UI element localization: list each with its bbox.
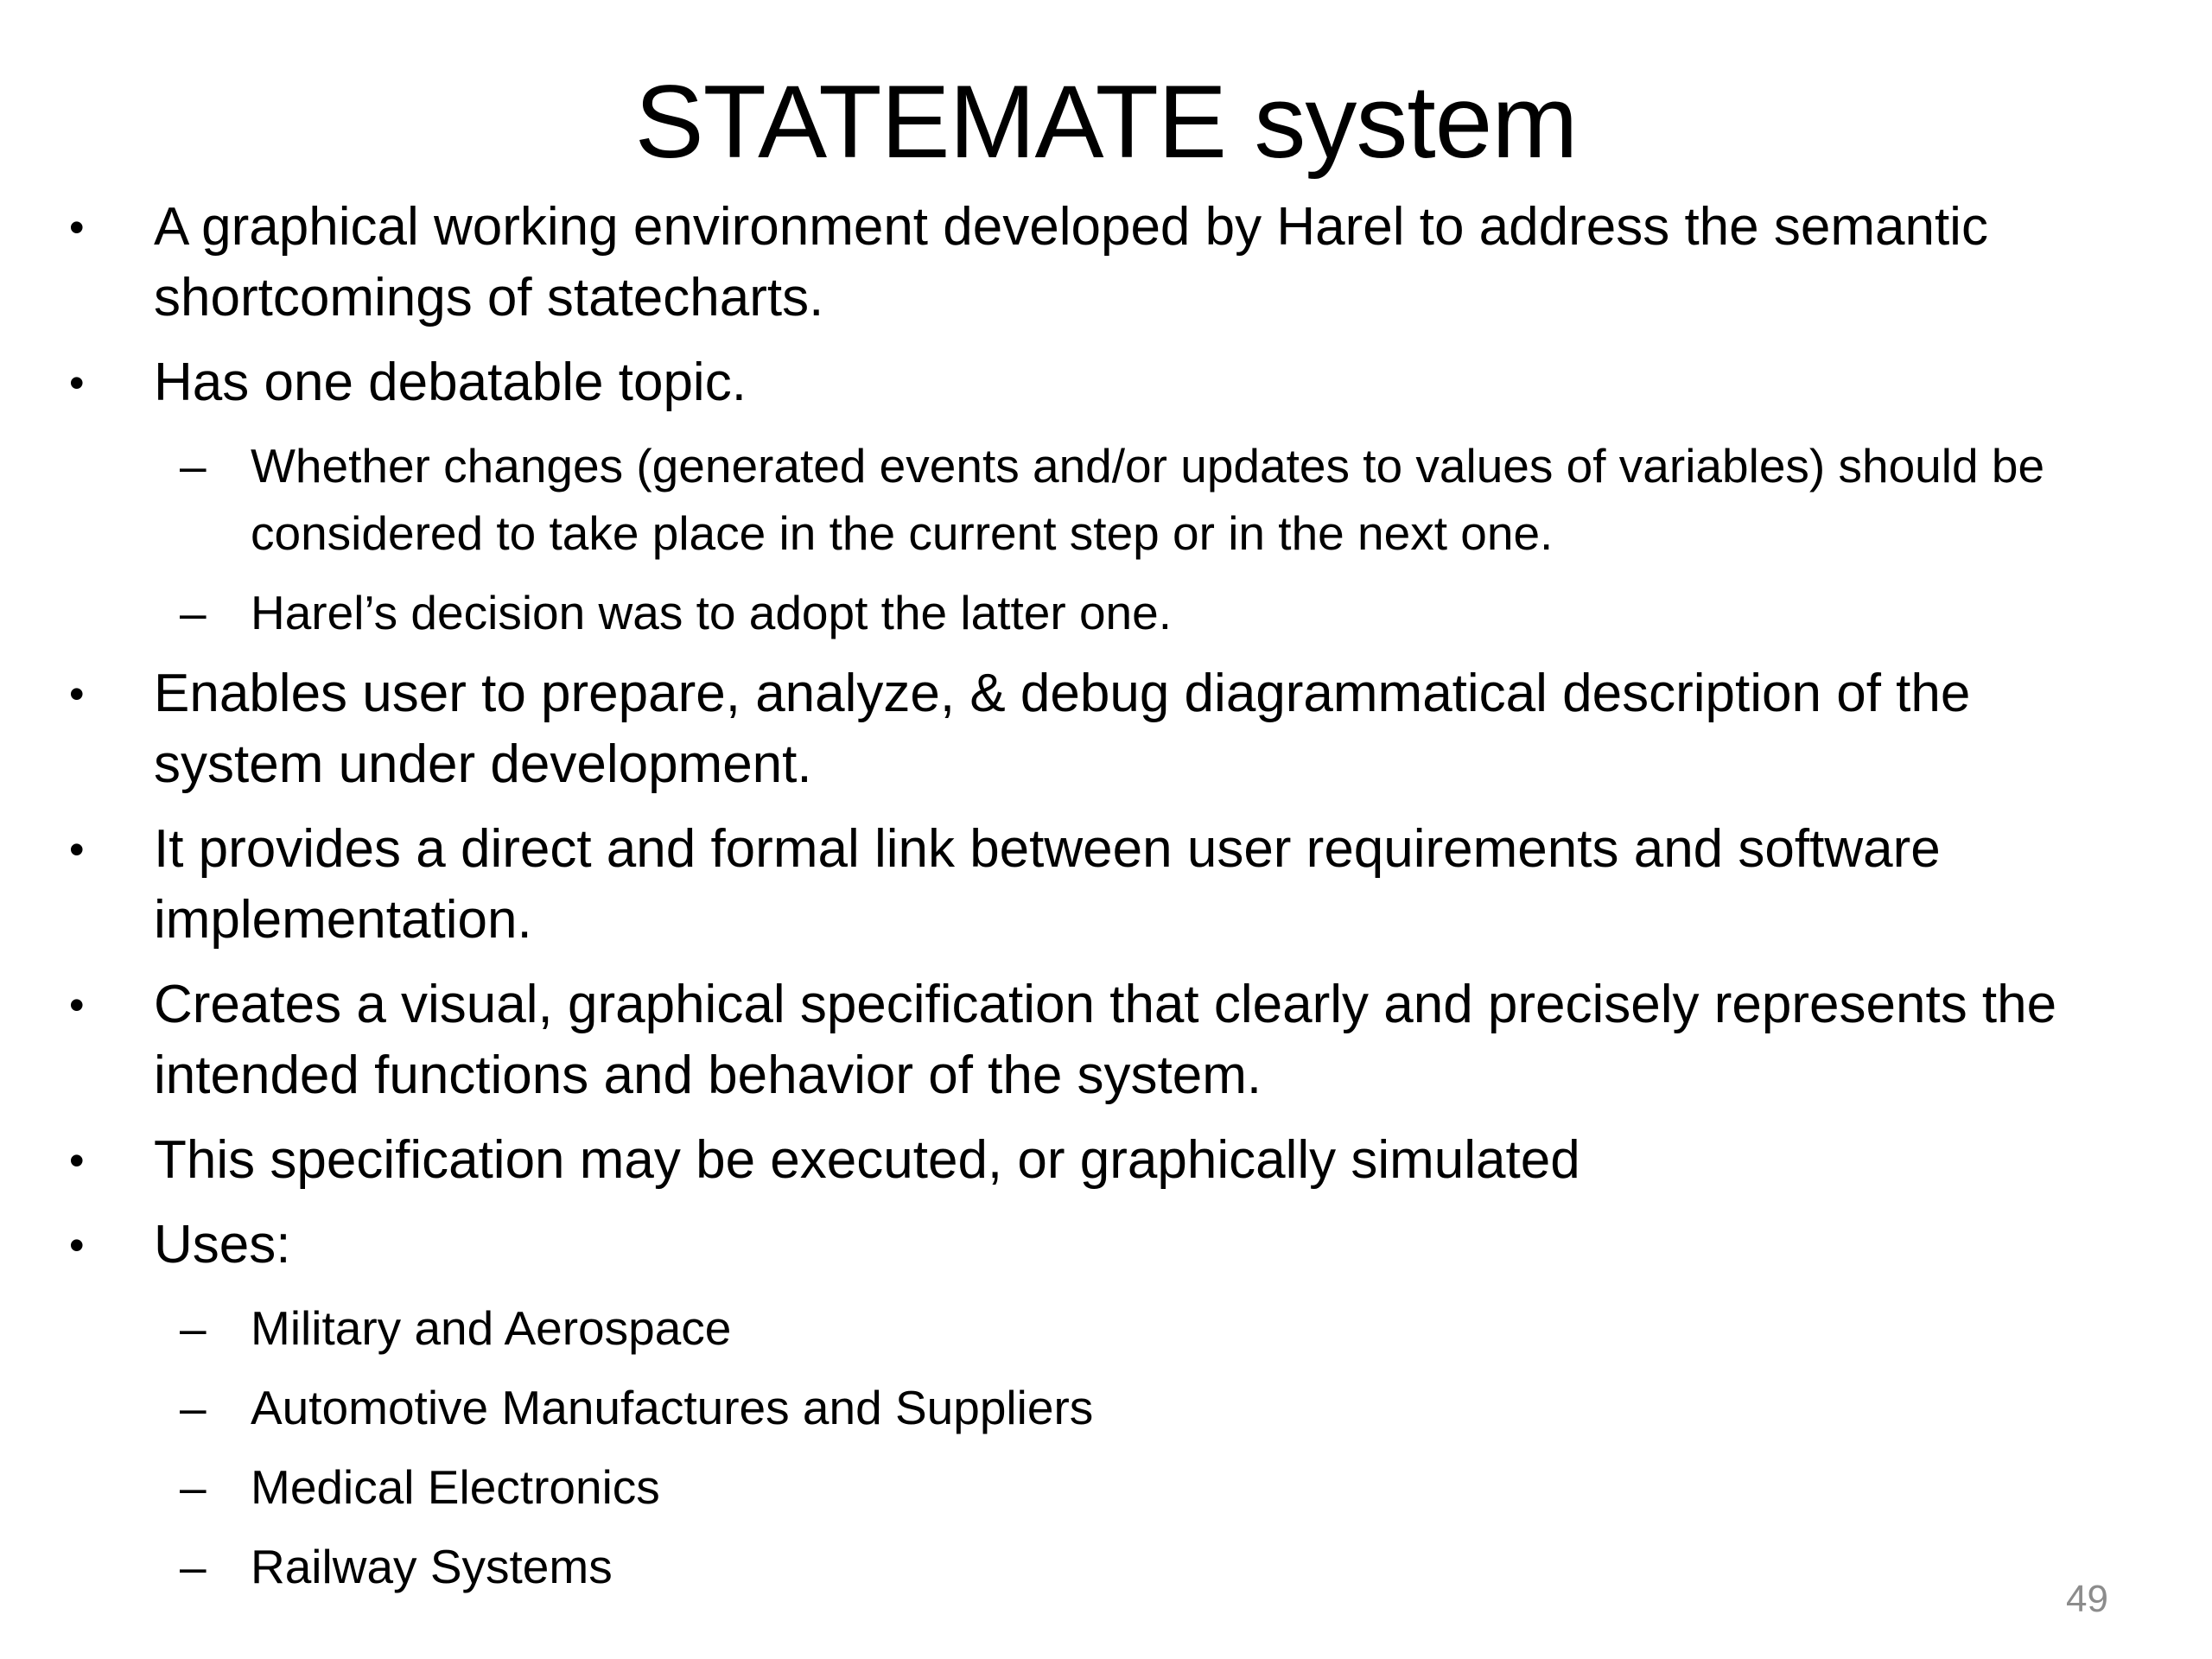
sub-bullet-text: Automotive Manufactures and Suppliers bbox=[251, 1381, 1094, 1434]
sub-bullet-item bbox=[69, 1533, 2143, 1600]
sub-bullet-marker: – bbox=[180, 586, 207, 639]
bullet-marker: • bbox=[69, 1136, 85, 1185]
bullet-marker: • bbox=[69, 670, 85, 718]
sub-bullet-marker: – bbox=[180, 1381, 207, 1434]
bullet-item bbox=[69, 814, 2143, 956]
bullet-item bbox=[69, 1210, 2143, 1281]
bullet-item bbox=[69, 969, 2143, 1111]
bullet-item bbox=[69, 658, 2143, 800]
bullet-text: Uses: bbox=[154, 1215, 291, 1274]
bullet-item bbox=[69, 347, 2143, 418]
bullet-text: It provides a direct and formal link between user requirements and software implementation. bbox=[154, 819, 1941, 950]
sub-bullet-text: Railway Systems bbox=[251, 1540, 613, 1593]
page-number: 49 bbox=[2066, 1578, 2108, 1620]
sub-bullet-item bbox=[69, 432, 2143, 567]
sub-bullet-item bbox=[69, 1374, 2143, 1441]
bullet-text: A graphical working environment developed by Harel to address the semantic shortcomings of statecharts. bbox=[154, 197, 1988, 327]
bullet-list bbox=[69, 192, 2143, 1612]
bullet-text: This specification may be executed, or graphically simulated bbox=[154, 1130, 1580, 1190]
bullet-marker: • bbox=[69, 981, 85, 1029]
sub-bullet-item bbox=[69, 1294, 2143, 1362]
slide-title: STATEMATE system bbox=[634, 64, 1578, 180]
sub-bullet-text: Medical Electronics bbox=[251, 1460, 660, 1514]
sub-bullet-text: Military and Aerospace bbox=[251, 1301, 732, 1355]
bullet-text: Has one debatable topic. bbox=[154, 353, 747, 412]
bullet-marker: • bbox=[69, 203, 85, 251]
sub-bullet-marker: – bbox=[180, 1540, 207, 1593]
bullet-marker: • bbox=[69, 359, 85, 407]
sub-bullet-text: Harel’s decision was to adopt the latter one. bbox=[251, 586, 1173, 639]
sub-bullet-item bbox=[69, 1453, 2143, 1521]
sub-bullet-item bbox=[69, 579, 2143, 646]
bullet-text: Creates a visual, graphical specification that clearly and precisely represents the intended functions and behavior of the system. bbox=[154, 975, 2057, 1105]
sub-bullet-marker: – bbox=[180, 1460, 207, 1514]
bullet-marker: • bbox=[69, 1221, 85, 1269]
bullet-item bbox=[69, 1125, 2143, 1196]
bullet-marker: • bbox=[69, 825, 85, 874]
sub-bullet-text: Whether changes (generated events and/or updates to values of variables) should be considered to take place in the current step or in the next one. bbox=[251, 439, 2045, 560]
bullet-item bbox=[69, 192, 2143, 334]
sub-bullet-marker: – bbox=[180, 1301, 207, 1355]
sub-bullet-marker: – bbox=[180, 439, 207, 493]
bullet-text: Enables user to prepare, analyze, & debug diagrammatical description of the system under development. bbox=[154, 664, 1971, 794]
